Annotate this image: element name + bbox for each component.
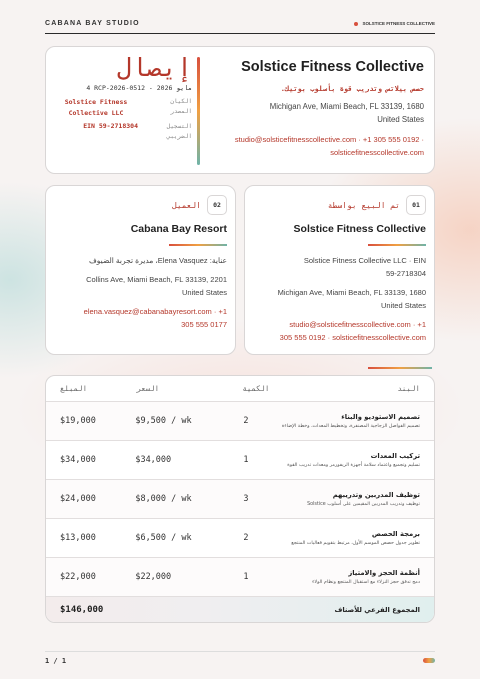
- seller-card: [244, 185, 435, 355]
- issuing-entity-row: [54, 97, 192, 119]
- seller-entity-line-2: 59-2718304: [385, 269, 426, 278]
- issuer-contact[interactable]: [200, 133, 424, 159]
- client-address-line-2: United States: [181, 288, 227, 297]
- seller-card-header: [328, 195, 426, 215]
- client-contact-line-1[interactable]: elena.vasquez@cabanabayresort.com · +1: [83, 307, 227, 316]
- seller-entity: [254, 254, 426, 280]
- client-contact[interactable]: [55, 305, 227, 331]
- receipt-reference: 4 RCP-2026-0512 - مايو 2026: [86, 84, 192, 92]
- item-title: توظيف المدربين وتدريبهم: [332, 490, 420, 499]
- document-title: إيصال: [116, 53, 192, 82]
- item-price: $34,000: [135, 455, 172, 465]
- brand-tag: [354, 21, 435, 26]
- client-role-label: العميل: [172, 200, 201, 210]
- seller-contact-line-2[interactable]: 305 555 0192 · solsticefitnesscollective.com: [279, 333, 426, 342]
- issuer-address-line-2: United States: [377, 115, 424, 124]
- seller-name: Solstice Fitness Collective: [293, 223, 426, 235]
- header-amount: المبلغ: [60, 384, 88, 393]
- item-cell: [273, 490, 420, 509]
- top-bar: [45, 14, 435, 34]
- item-cell: [273, 451, 420, 470]
- line-items-table: [45, 375, 435, 623]
- item-description: تسليم وتجميع واعتماد سلامة أجهزة الريفورمر ومعدات تدريب القوة: [287, 462, 420, 468]
- table-row: [46, 441, 434, 480]
- issuer-address: [200, 100, 424, 126]
- tax-registration-row: [54, 122, 192, 142]
- seller-badge: 01: [406, 195, 426, 215]
- receipt-header-card: [45, 46, 435, 174]
- client-address-line-1: Collins Ave, Miami Beach, FL 33139, 2201: [86, 275, 227, 284]
- item-amount: $22,000: [60, 572, 96, 582]
- item-description: دمج تدفق حجز النزلاء مع استقبال المنتجع ونظام الولاء: [312, 579, 420, 585]
- item-price: $9,500 / wk: [135, 416, 192, 426]
- seller-address-line-2: United States: [380, 301, 426, 310]
- item-amount: $19,000: [60, 416, 96, 426]
- item-amount: $34,000: [60, 455, 96, 465]
- client-details: [55, 254, 227, 337]
- item-cell: [273, 412, 420, 431]
- item-price: $8,000 / wk: [135, 494, 192, 504]
- studio-name: CABANA BAY STUDIO: [45, 20, 140, 27]
- item-description: تصميم الفواصل الزجاجية المصنفرة، وتخطيط المعدات، وخطة الإضاءة: [281, 423, 420, 429]
- item-amount: $24,000: [60, 494, 96, 504]
- page-number: 1 / 1: [45, 656, 67, 665]
- client-card-header: [172, 195, 227, 215]
- page-footer: [45, 651, 435, 669]
- item-title: برمجة الحصص: [371, 529, 420, 538]
- item-title: أنظمة الحجز والامتياز: [348, 568, 420, 577]
- subtotal-value: $146,000: [60, 605, 104, 615]
- header-price: السعر: [136, 384, 160, 393]
- issuer-contact-line-2[interactable]: solsticefitnesscollective.com: [330, 148, 424, 157]
- seller-contact-line-1[interactable]: studio@solsticefitnesscollective.com · +1: [289, 320, 426, 329]
- issuer-name: Solstice Fitness Collective: [241, 59, 424, 75]
- subtotal-label: المجموع الفرعي للأصناف: [334, 606, 420, 614]
- issuer-address-line-1: Michigan Ave, Miami Beach, FL 33139, 1680: [269, 102, 424, 111]
- item-cell: [273, 568, 420, 587]
- seller-entity-line-1: Solstice Fitness Collective LLC · EIN: [303, 256, 426, 265]
- subtotal-row: [46, 597, 434, 623]
- item-title: تركيب المعدات: [370, 451, 420, 460]
- brand-mark-icon: [423, 658, 435, 663]
- item-title: تصميم الاستوديو والبناء: [341, 412, 420, 421]
- issuer-tagline: حصص بيلاتس وتدريب قوة بأسلوب بوتيك.: [280, 85, 424, 93]
- header-item: البند: [397, 384, 420, 393]
- seller-rule: [368, 244, 426, 246]
- issuing-entity-label: الكيان المصدر: [170, 98, 192, 115]
- table-row: [46, 519, 434, 558]
- seller-details: [254, 254, 426, 350]
- client-card: [45, 185, 236, 355]
- receipt-meta: [54, 53, 192, 142]
- item-description: توظيف وتدريب المدربين المقيمين على أسلوب Solstice: [307, 501, 420, 507]
- seller-contact[interactable]: [254, 318, 426, 344]
- table-row: [46, 402, 434, 441]
- tax-registration-value: EIN 59-2718304: [83, 122, 138, 130]
- brand-dot-icon: [354, 22, 358, 26]
- item-qty: 1: [243, 572, 249, 582]
- item-amount: $13,000: [60, 533, 96, 543]
- tax-registration-label: التسجيل الضريبي: [166, 123, 192, 140]
- item-qty: 1: [243, 455, 249, 465]
- table-row: [46, 558, 434, 597]
- item-qty: 3: [243, 494, 249, 504]
- client-name: Cabana Bay Resort: [130, 223, 227, 235]
- client-contact-line-2[interactable]: 305 555 0177: [181, 320, 227, 329]
- table-accent-rule: [368, 367, 432, 369]
- client-attention: عناية: Elena Vasquez، مديرة تجربة الضيوف: [89, 256, 227, 265]
- header-qty: الكمية: [242, 384, 270, 393]
- seller-role-label: تم البيع بواسطة: [327, 200, 400, 210]
- client-rule: [169, 244, 227, 246]
- client-address: [55, 273, 227, 299]
- item-description: تطوير جدول حصص الموسم الأول، مرتبط بتقويم فعاليات المنتجع: [291, 540, 420, 546]
- brand-tag-label: SOLSTICE FITNESS COLLECTIVE: [362, 21, 435, 26]
- item-cell: [273, 529, 420, 548]
- issuer-block: [200, 59, 424, 159]
- table-row: [46, 480, 434, 519]
- table-header-row: [46, 376, 434, 402]
- issuer-contact-line-1[interactable]: studio@solsticefitnesscollective.com · +1 305 555 0192 ·: [234, 135, 424, 144]
- client-badge: 02: [207, 195, 227, 215]
- issuing-entity-value: Solstice Fitness Collective LLC: [64, 98, 128, 117]
- item-qty: 2: [243, 416, 249, 426]
- item-price: $6,500 / wk: [135, 533, 192, 543]
- item-qty: 2: [243, 533, 249, 543]
- item-price: $22,000: [135, 572, 172, 582]
- seller-address-line-1: Michigan Ave, Miami Beach, FL 33139, 1680: [277, 288, 426, 297]
- seller-address: [254, 286, 426, 312]
